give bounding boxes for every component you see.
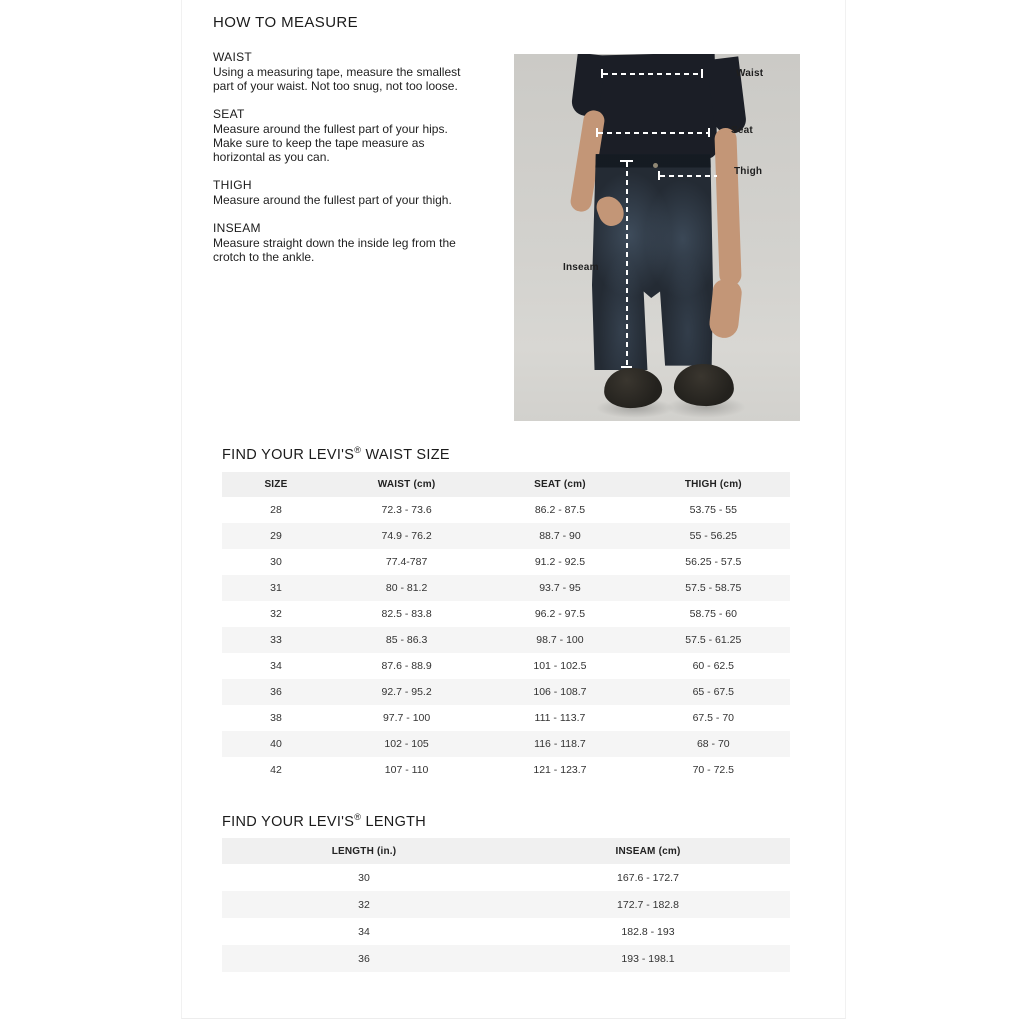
measure-tick [658, 171, 660, 180]
instruction-text: Measure around the fullest part of your hips. Make sure to keep the tape measure as horizontal as you can. [213, 122, 448, 164]
measure-tick [708, 128, 710, 137]
table-cell: 38 [270, 712, 282, 724]
waist-measure-line [603, 73, 701, 75]
table-cell: 82.5 - 83.8 [381, 608, 432, 620]
instruction-label: WAIST [213, 50, 253, 64]
table-cell: 88.7 - 90 [539, 530, 581, 542]
table-cell: 98.7 - 100 [536, 634, 584, 646]
instruction-waist [213, 50, 471, 93]
table-cell: 92.7 - 95.2 [381, 686, 432, 698]
table-row [222, 627, 790, 653]
column-header-waist: WAIST (cm) [330, 472, 483, 497]
table-cell: 111 - 113.7 [534, 712, 586, 724]
table-cell: 68 - 70 [696, 738, 730, 750]
instruction-inseam [213, 221, 471, 264]
table-row [222, 601, 790, 627]
column-header-thigh: THIGH (cm) [637, 472, 790, 497]
column-header-inseam: INSEAM (cm) [506, 838, 790, 864]
measure-tick [596, 128, 598, 137]
table-row [222, 549, 790, 575]
instruction-text: Measure around the fullest part of your thigh. [213, 193, 452, 207]
measure-tick [621, 366, 632, 368]
table-cell: 36 [358, 952, 370, 965]
jeans-button [653, 163, 658, 168]
model-shirt [591, 54, 718, 162]
table-cell: 65 - 67.5 [692, 686, 735, 698]
measure-tick [701, 69, 703, 78]
waist-size-heading: FIND YOUR LEVI'S® WAIST SIZE [222, 445, 450, 463]
table-cell: 34 [270, 660, 282, 672]
table-cell: 57.5 - 61.25 [685, 634, 742, 646]
table-cell: 53.75 - 55 [689, 504, 737, 516]
table-cell: 55 - 56.25 [689, 530, 737, 542]
model-jeans [592, 152, 718, 370]
table-cell: 106 - 108.7 [533, 686, 587, 698]
length-heading: FIND YOUR LEVI'S® LENGTH [222, 812, 427, 830]
table-row [222, 757, 790, 783]
measure-tick [620, 160, 633, 162]
instruction-seat [213, 107, 471, 164]
table-cell: 33 [270, 634, 282, 646]
table-cell: 57.5 - 58.75 [685, 582, 742, 594]
instruction-text: Using a measuring tape, measure the smallest part of your waist. Not too snug, not too loose. [213, 65, 461, 93]
table-cell: 56.25 - 57.5 [685, 556, 742, 568]
table-header [222, 838, 790, 864]
table-row [222, 653, 790, 679]
instruction-label: SEAT [213, 107, 245, 121]
table-cell: 87.6 - 88.9 [381, 660, 432, 672]
table-row [222, 497, 790, 523]
figure-label-thigh: Thigh [734, 166, 763, 177]
table-cell: 32 [270, 608, 282, 620]
table-cell: 30 [270, 556, 282, 568]
thigh-measure-line [660, 175, 717, 177]
table-cell: 182.8 - 193 [621, 925, 675, 938]
instruction-text: Measure straight down the inside leg from the crotch to the ankle. [213, 236, 456, 264]
table-cell: 193 - 198.1 [621, 952, 675, 965]
column-header-length: LENGTH (in.) [222, 838, 506, 864]
measurement-photo [514, 54, 800, 421]
table-cell: 67.5 - 70 [692, 712, 735, 724]
seat-measure-line [598, 132, 708, 134]
table-cell: 80 - 81.2 [385, 582, 428, 594]
table-cell: 172.7 - 182.8 [617, 898, 679, 911]
column-header-seat: SEAT (cm) [483, 472, 636, 497]
table-cell: 42 [270, 764, 282, 776]
table-row [222, 945, 790, 972]
table-cell: 102 - 105 [384, 738, 429, 750]
table-header [222, 472, 790, 497]
table-cell: 32 [358, 898, 370, 911]
table-row [222, 891, 790, 918]
inseam-measure-line [626, 162, 628, 367]
table-cell: 30 [358, 871, 370, 884]
table-cell: 29 [270, 530, 282, 542]
table-cell: 34 [358, 925, 370, 938]
table-cell: 77.4-787 [385, 556, 428, 568]
table-row [222, 731, 790, 757]
table-row [222, 705, 790, 731]
measure-tick [601, 69, 603, 78]
model-hand [708, 279, 743, 340]
table-row [222, 523, 790, 549]
table-cell: 101 - 102.5 [533, 660, 587, 672]
table-cell: 72.3 - 73.6 [381, 504, 432, 516]
figure-label-waist: Waist [736, 68, 764, 79]
table-row [222, 864, 790, 891]
figure-label-inseam: Inseam [563, 262, 599, 273]
length-table [222, 838, 790, 972]
instruction-label: INSEAM [213, 221, 261, 235]
table-cell: 116 - 118.7 [534, 738, 586, 750]
table-cell: 96.2 - 97.5 [534, 608, 586, 620]
table-cell: 93.7 - 95 [539, 582, 581, 594]
table-cell: 121 - 123.7 [533, 764, 587, 776]
table-cell: 70 - 72.5 [692, 764, 735, 776]
table-cell: 40 [270, 738, 282, 750]
table-cell: 91.2 - 92.5 [534, 556, 586, 568]
table-cell: 31 [270, 582, 282, 594]
table-row [222, 679, 790, 705]
model-arm [714, 128, 742, 287]
table-cell: 74.9 - 76.2 [381, 530, 432, 542]
table-cell: 107 - 110 [384, 764, 429, 776]
instruction-thigh [213, 178, 471, 207]
table-cell: 167.6 - 172.7 [617, 871, 679, 884]
size-guide-card [181, 0, 846, 1019]
table-cell: 28 [270, 504, 282, 516]
page-title: HOW TO MEASURE [213, 14, 359, 31]
instruction-label: THIGH [213, 178, 252, 192]
figure-label-seat: Seat [731, 125, 753, 136]
model-shoe [673, 363, 734, 407]
table-row [222, 575, 790, 601]
table-cell: 58.75 - 60 [689, 608, 737, 620]
table-cell: 36 [270, 686, 282, 698]
table-cell: 86.2 - 87.5 [534, 504, 586, 516]
table-cell: 97.7 - 100 [382, 712, 431, 724]
column-header-size: SIZE [222, 472, 330, 497]
table-row [222, 918, 790, 945]
table-cell: 85 - 86.3 [385, 634, 428, 646]
table-cell: 60 - 62.5 [692, 660, 735, 672]
waist-size-table [222, 472, 790, 783]
